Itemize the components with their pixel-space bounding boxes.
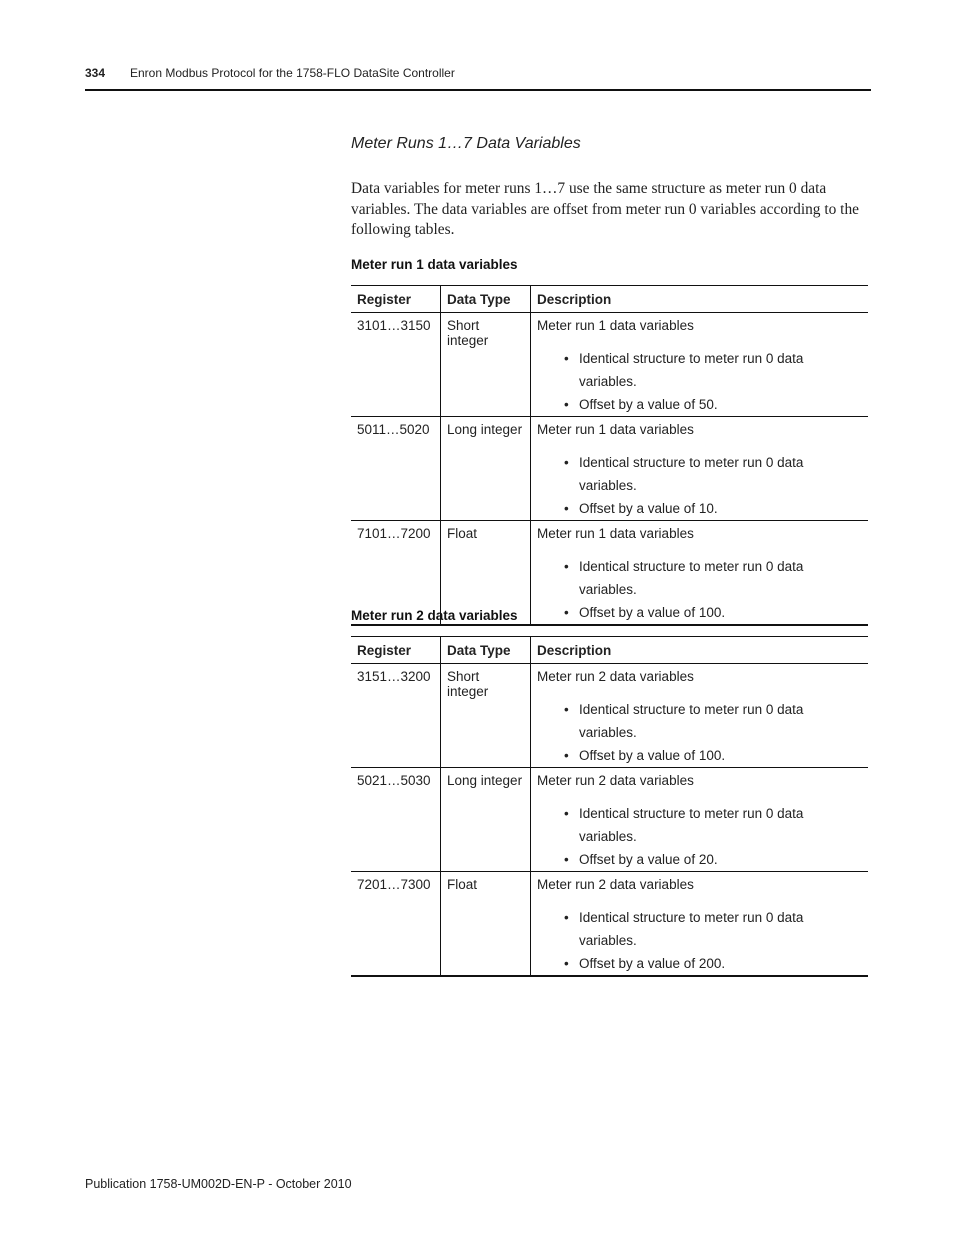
data-type-cell: Float xyxy=(441,521,531,626)
description-cell xyxy=(531,872,869,977)
page-number: 334 xyxy=(85,66,106,80)
running-title: Enron Modbus Protocol for the 1758-FLO DataSite Controller xyxy=(130,66,455,80)
bullet-item: • Offset by a value of 20. xyxy=(564,848,862,871)
bullet-item: • Offset by a value of 200. xyxy=(564,952,862,975)
description-bullets xyxy=(537,347,862,416)
table-meter-run-2 xyxy=(351,636,868,977)
register-cell: 5021…5030 xyxy=(351,768,441,872)
description-bullets xyxy=(537,802,862,871)
description-text: Meter run 2 data variables xyxy=(537,877,694,892)
bullet-item: • Offset by a value of 10. xyxy=(564,497,862,520)
header-divider xyxy=(85,89,871,91)
description-cell xyxy=(531,768,869,872)
table-row xyxy=(351,417,868,521)
bullet-item: • Identical structure to meter run 0 data variables. xyxy=(564,698,862,744)
table-row xyxy=(351,664,868,768)
description-text: Meter run 2 data variables xyxy=(537,773,694,788)
bullet-item: • Identical structure to meter run 0 data variables. xyxy=(564,347,862,393)
data-type-cell: Short integer xyxy=(441,664,531,768)
column-header-description: Description xyxy=(531,637,869,664)
bullet-item: • Offset by a value of 50. xyxy=(564,393,862,416)
register-cell: 5011…5020 xyxy=(351,417,441,521)
register-cell: 3101…3150 xyxy=(351,313,441,417)
register-cell: 7201…7300 xyxy=(351,872,441,977)
column-header-description: Description xyxy=(531,286,869,313)
description-text: Meter run 1 data variables xyxy=(537,422,694,437)
bullet-item: • Offset by a value of 100. xyxy=(564,744,862,767)
description-cell xyxy=(531,417,869,521)
data-type-cell: Long integer xyxy=(441,768,531,872)
description-cell xyxy=(531,521,869,626)
bullet-item: • Identical structure to meter run 0 data variables. xyxy=(564,906,862,952)
description-cell xyxy=(531,664,869,768)
bullet-item: • Identical structure to meter run 0 data variables. xyxy=(564,451,862,497)
column-header-register: Register xyxy=(351,286,441,313)
table-row xyxy=(351,872,868,977)
table-header-row xyxy=(351,637,868,664)
description-bullets xyxy=(537,451,862,520)
column-header-register: Register xyxy=(351,637,441,664)
description-text: Meter run 1 data variables xyxy=(537,526,694,541)
table-caption-meter-run-2: Meter run 2 data variables xyxy=(351,608,518,623)
intro-paragraph: Data variables for meter runs 1…7 use the same structure as meter run 0 data variables. The data variables are offset from meter run 0 variables according to the following tables. xyxy=(351,180,859,238)
table-row xyxy=(351,768,868,872)
description-bullets xyxy=(537,906,862,975)
column-header-data-type: Data Type xyxy=(441,286,531,313)
column-header-data-type: Data Type xyxy=(441,637,531,664)
section-title: Meter Runs 1…7 Data Variables xyxy=(351,135,581,152)
description-text: Meter run 2 data variables xyxy=(537,669,694,684)
table-meter-run-1 xyxy=(351,285,868,626)
description-bullets xyxy=(537,698,862,767)
bullet-item: • Identical structure to meter run 0 data variables. xyxy=(564,802,862,848)
bullet-item: • Offset by a value of 100. xyxy=(564,601,862,624)
bullet-item: • Identical structure to meter run 0 data variables. xyxy=(564,555,862,601)
publication-footer: Publication 1758-UM002D-EN-P - October 2010 xyxy=(85,1177,352,1191)
table-header-row xyxy=(351,286,868,313)
description-text: Meter run 1 data variables xyxy=(537,318,694,333)
data-type-cell: Float xyxy=(441,872,531,977)
data-type-cell: Long integer xyxy=(441,417,531,521)
table-row xyxy=(351,313,868,417)
register-cell: 3151…3200 xyxy=(351,664,441,768)
description-cell xyxy=(531,313,869,417)
description-bullets xyxy=(537,555,862,624)
data-type-cell: Short integer xyxy=(441,313,531,417)
register-cell: 7101…7200 xyxy=(351,521,441,626)
table-caption-meter-run-1: Meter run 1 data variables xyxy=(351,257,518,272)
